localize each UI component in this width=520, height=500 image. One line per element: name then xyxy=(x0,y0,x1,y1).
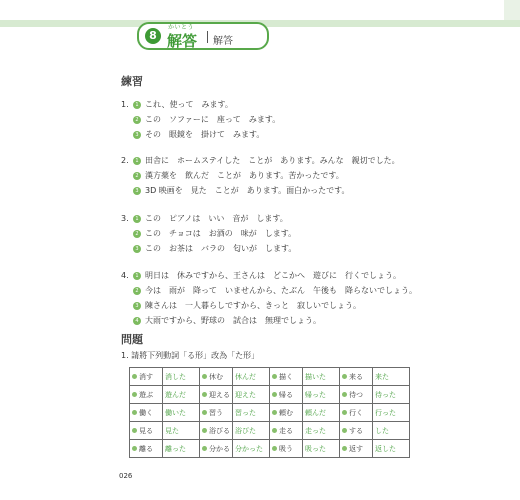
item-number-badge: 1 xyxy=(133,157,141,165)
item-number-badge: 2 xyxy=(133,172,141,180)
bullet-icon xyxy=(342,446,347,451)
problems-title: 問題 xyxy=(121,333,143,346)
verb-base: 分かる xyxy=(209,444,230,453)
verb-ta-form: 働いた xyxy=(163,404,200,422)
group-number: 3. xyxy=(121,214,129,223)
bullet-icon xyxy=(272,410,277,415)
verb-base-cell xyxy=(270,368,303,386)
practice-sentence: 陳さんは 一人暮らしですから、きっと 寂しいでしょう。 xyxy=(145,301,361,310)
item-number-badge: 1 xyxy=(133,215,141,223)
verb-ta-form: 描いた xyxy=(303,368,340,386)
verb-base: 習う xyxy=(209,408,223,417)
verb-base-cell xyxy=(130,440,163,458)
verb-ta-form: 分かった xyxy=(233,440,270,458)
verb-ta-form: 行った xyxy=(373,404,410,422)
verb-base: 待つ xyxy=(349,390,363,399)
verb-base-cell xyxy=(340,422,373,440)
bullet-icon xyxy=(272,446,277,451)
table-row xyxy=(130,440,410,458)
verb-base-cell xyxy=(130,386,163,404)
verb-base: 休む xyxy=(209,372,223,381)
item-number-badge: 1 xyxy=(133,272,141,280)
verb-base-cell xyxy=(200,440,233,458)
verb-base-cell xyxy=(130,404,163,422)
verb-ta-form: 来た xyxy=(373,368,410,386)
bullet-icon xyxy=(132,392,137,397)
verb-ta-form: 待った xyxy=(373,386,410,404)
bullet-icon xyxy=(202,392,207,397)
item-number-badge: 2 xyxy=(133,230,141,238)
verb-ta-form: 消した xyxy=(163,368,200,386)
group-number: 4. xyxy=(121,271,129,280)
verb-conjugation-table xyxy=(129,367,410,458)
verb-ta-form: 返した xyxy=(373,440,410,458)
bullet-icon xyxy=(342,374,347,379)
group-number: 2. xyxy=(121,156,129,165)
verb-ta-form: 習った xyxy=(233,404,270,422)
verb-base-cell xyxy=(270,440,303,458)
verb-ta-form: 走った xyxy=(303,422,340,440)
bullet-icon xyxy=(342,428,347,433)
bullet-icon xyxy=(272,392,277,397)
verb-base-cell xyxy=(200,386,233,404)
bullet-icon xyxy=(202,446,207,451)
title-separator xyxy=(207,31,208,43)
verb-base-cell xyxy=(200,368,233,386)
table-row xyxy=(130,368,410,386)
verb-base-cell xyxy=(270,404,303,422)
item-number-badge: 3 xyxy=(133,302,141,310)
verb-ta-form: 迎えた xyxy=(233,386,270,404)
bullet-icon xyxy=(132,374,137,379)
practice-sentence: この ピアノは いい 音が します。 xyxy=(145,214,288,223)
verb-ta-form: 吸った xyxy=(303,440,340,458)
verb-base-cell xyxy=(270,422,303,440)
practice-sentence: その 眼鏡を 掛けて みます。 xyxy=(145,130,265,139)
verb-base: 返す xyxy=(349,444,363,453)
practice-sentence: これ、使って みます。 xyxy=(145,100,233,109)
chapter-tab xyxy=(137,22,269,50)
item-number-badge: 4 xyxy=(133,317,141,325)
verb-base-cell xyxy=(340,440,373,458)
verb-base-cell xyxy=(270,386,303,404)
header-corner xyxy=(504,0,520,20)
verb-base: 走る xyxy=(279,426,293,435)
verb-base: 消す xyxy=(139,372,153,381)
verb-base-cell xyxy=(340,404,373,422)
item-number-badge: 1 xyxy=(133,101,141,109)
practice-title: 練習 xyxy=(121,75,143,88)
verb-base: 頼む xyxy=(279,408,293,417)
verb-ta-form: 遊んだ xyxy=(163,386,200,404)
bullet-icon xyxy=(202,374,207,379)
item-number-badge: 2 xyxy=(133,116,141,124)
practice-sentence: この チョコは お酒の 味が します。 xyxy=(145,229,297,238)
item-number-badge: 3 xyxy=(133,187,141,195)
verb-ta-form: した xyxy=(373,422,410,440)
verb-ta-form: 帰った xyxy=(303,386,340,404)
bullet-icon xyxy=(132,446,137,451)
verb-base: 行く xyxy=(349,408,363,417)
bullet-icon xyxy=(272,374,277,379)
verb-ta-form: 休んだ xyxy=(233,368,270,386)
verb-ta-form: 浴びた xyxy=(233,422,270,440)
chapter-title: 解答 xyxy=(167,32,198,50)
chapter-number-badge: 8 xyxy=(145,28,161,44)
table-row xyxy=(130,404,410,422)
verb-base: 働く xyxy=(139,408,153,417)
verb-ta-form: 見た xyxy=(163,422,200,440)
practice-sentence: 3D 映画を 見た ことが あります。面白かったです。 xyxy=(145,186,350,195)
verb-base: 離る xyxy=(139,444,153,453)
practice-sentence: 明日は 休みですから、王さんは どこかへ 遊びに 行くでしょう。 xyxy=(145,271,401,280)
verb-base: 帰る xyxy=(279,390,293,399)
practice-sentence: この ソファーに 座って みます。 xyxy=(145,115,281,124)
bullet-icon xyxy=(272,428,277,433)
verb-ta-form: 頼んだ xyxy=(303,404,340,422)
verb-base-cell xyxy=(200,404,233,422)
verb-base: 迎える xyxy=(209,390,230,399)
page-number: 026 xyxy=(119,472,133,480)
practice-sentence: この お茶は バラの 匂いが します。 xyxy=(145,244,297,253)
verb-base: 描く xyxy=(279,372,293,381)
verb-ta-form: 離った xyxy=(163,440,200,458)
bullet-icon xyxy=(132,410,137,415)
chapter-subtitle: 解答 xyxy=(213,36,233,47)
verb-base: 遊ぶ xyxy=(139,390,153,399)
verb-base-cell xyxy=(340,386,373,404)
bullet-icon xyxy=(202,428,207,433)
bullet-icon xyxy=(202,410,207,415)
item-number-badge: 3 xyxy=(133,245,141,253)
verb-base: する xyxy=(349,426,363,435)
item-number-badge: 3 xyxy=(133,131,141,139)
table-row xyxy=(130,386,410,404)
item-number-badge: 2 xyxy=(133,287,141,295)
group-number: 1. xyxy=(121,100,129,109)
verb-base: 見る xyxy=(139,426,153,435)
practice-sentence: 今は 雨が 降って いませんから、たぶん 午後も 降らないでしょう。 xyxy=(145,286,417,295)
verb-base-cell xyxy=(130,368,163,386)
bullet-icon xyxy=(132,428,137,433)
title-ruby: かいとう xyxy=(168,24,195,31)
practice-sentence: 大雨ですから、野球の 試合は 無理でしょう。 xyxy=(145,316,321,325)
verb-base-cell xyxy=(200,422,233,440)
table-row xyxy=(130,422,410,440)
verb-base: 浴びる xyxy=(209,426,230,435)
verb-base: 吸う xyxy=(279,444,293,453)
verb-base: 来る xyxy=(349,372,363,381)
verb-base-cell xyxy=(130,422,163,440)
bullet-icon xyxy=(342,392,347,397)
verb-base-cell xyxy=(340,368,373,386)
bullet-icon xyxy=(342,410,347,415)
problem-1-instruction: 1. 請將下列動詞「る形」改為「た形」 xyxy=(121,351,260,360)
practice-sentence: 漢方薬を 飲んだ ことが あります。苦かったです。 xyxy=(145,171,344,180)
practice-sentence: 田舎に ホームステイした ことが あります。みんな 親切でした。 xyxy=(145,156,400,165)
